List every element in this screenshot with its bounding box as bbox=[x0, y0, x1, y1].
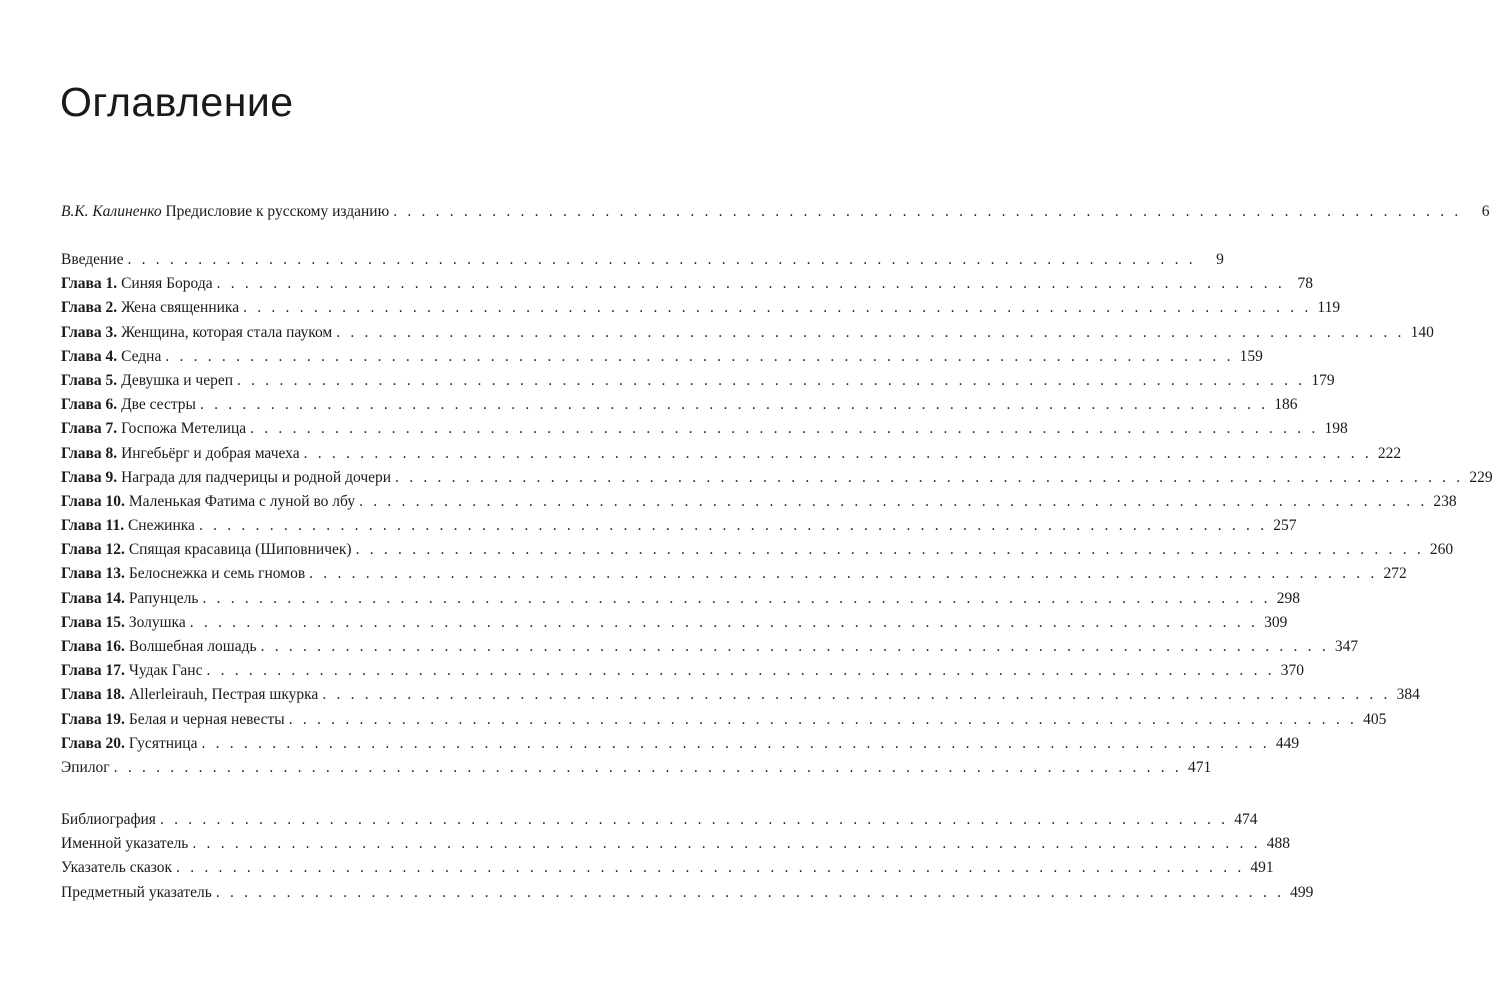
dot-leader: . . . . . . . . . . . . . . . . . . . . . . . . . . . . . . . . . . . . . . . . . . . . . . . . . . . . . . . . . . . . . . . . . . . . . . . . . . . . bbox=[198, 517, 1268, 535]
dot-leader: . . . . . . . . . . . . . . . . . . . . . . . . . . . . . . . . . . . . . . . . . . . . . . . . . . . . . . . . . . . . . . . . . . . . . . . . . . . . bbox=[336, 323, 1405, 341]
chapter-number: Глава 8. bbox=[61, 444, 118, 462]
entry-title-text: Волшебная лошадь bbox=[124, 638, 257, 655]
toc-entry[interactable] bbox=[61, 611, 1288, 635]
dot-leader: . . . . . . . . . . . . . . . . . . . . . . . . . . . . . . . . . . . . . . . . . . . . . . . . . . . . . . . . . . . . . . . . . . . . . . . . . . . . bbox=[359, 492, 1428, 510]
page-number: 260 bbox=[1429, 541, 1454, 559]
entry-title bbox=[61, 611, 186, 635]
entry-title bbox=[61, 659, 202, 683]
dot-leader: . . . . . . . . . . . . . . . . . . . . . . . . . . . . . . . . . . . . . . . . . . . . . . . . . . . . . . . . . . . . . . . . . . . . . . . . . . . . bbox=[192, 835, 1261, 853]
entry-title-text: Предисловие к русскому изданию bbox=[161, 203, 390, 220]
toc-entry[interactable] bbox=[61, 659, 1305, 683]
entry-title bbox=[61, 466, 391, 490]
dot-leader: . . . . . . . . . . . . . . . . . . . . . . . . . . . . . . . . . . . . . . . . . . . . . . . . . . . . . . . . . . . . . . . . . . . . . . . . . . . . bbox=[215, 883, 1285, 901]
chapter-number: Глава 7. bbox=[61, 420, 118, 438]
dot-leader: . . . . . . . . . . . . . . . . . . . . . . . . . . . . . . . . . . . . . . . . . . . . . . . . . . . . . . . . . . . . . . . . . . . . . . . . . . . . bbox=[159, 811, 1229, 828]
entry-title-text: Седна bbox=[117, 347, 162, 365]
entry-title-text: Ингебьёрг и добрая мачеха bbox=[117, 444, 300, 462]
entry-title-text: Маленькая Фатима с луной во лбу bbox=[124, 492, 356, 510]
page-number: 198 bbox=[1324, 420, 1348, 438]
entry-title-text: Указатель сказок bbox=[61, 859, 173, 877]
dot-leader: . . . . . . . . . . . . . . . . . . . . . . . . . . . . . . . . . . . . . . . . . . . . . . . . . . . . . . . . . . . . . . . . . . . . . . . . . . . . bbox=[243, 299, 1312, 317]
entry-title-text: Гусятница bbox=[124, 734, 198, 752]
chapter-number: Глава 10. bbox=[61, 492, 125, 510]
page-number: 471 bbox=[1188, 758, 1212, 776]
toc-entry[interactable] bbox=[61, 369, 1335, 393]
entry-title bbox=[61, 708, 285, 732]
entry-title bbox=[61, 321, 332, 345]
toc-entry[interactable] bbox=[61, 442, 1402, 466]
entry-title-text: Эпилог bbox=[61, 758, 110, 776]
page-title: Оглавление bbox=[60, 79, 294, 125]
entry-title-text: Белая и черная невесты bbox=[124, 710, 285, 728]
page-number: 449 bbox=[1275, 734, 1300, 752]
entry-title bbox=[61, 345, 161, 369]
entry-title bbox=[61, 200, 389, 224]
entry-title-text: Золушка bbox=[124, 613, 186, 631]
toc-entry[interactable] bbox=[61, 345, 1263, 369]
chapter-number: Глава 12. bbox=[61, 541, 125, 559]
dot-leader: . . . . . . . . . . . . . . . . . . . . . . . . . . . . . . . . . . . . . . . . . . . . . . . . . . . . . . . . . . . . . . . . . . . . . . . . . . . . bbox=[288, 710, 1358, 728]
toc-entry[interactable] bbox=[61, 635, 1359, 659]
entry-title bbox=[61, 881, 212, 905]
entry-title bbox=[61, 683, 318, 707]
toc-entry[interactable] bbox=[61, 466, 1493, 490]
entry-title-text: Рапунцель bbox=[124, 589, 199, 607]
toc-entry[interactable] bbox=[61, 272, 1313, 296]
page-number: 298 bbox=[1276, 589, 1301, 607]
entry-title bbox=[61, 442, 300, 466]
page-number: 159 bbox=[1239, 347, 1263, 365]
entry-title-text: Спящая красавица (Шиповничек) bbox=[124, 541, 352, 559]
page-number: 9 bbox=[1216, 251, 1224, 268]
chapter-number: Глава 4. bbox=[61, 347, 118, 365]
toc-entry[interactable] bbox=[61, 856, 1274, 880]
toc-back-matter-section bbox=[61, 808, 1314, 905]
entry-title bbox=[61, 417, 246, 441]
page-number: 6 bbox=[1481, 203, 1490, 220]
entry-title bbox=[61, 490, 355, 514]
chapter-number: Глава 5. bbox=[61, 371, 118, 389]
toc-entry[interactable] bbox=[61, 321, 1434, 345]
chapter-number: Глава 13. bbox=[61, 565, 125, 583]
page-number: 370 bbox=[1280, 662, 1305, 680]
dot-leader: . . . . . . . . . . . . . . . . . . . . . . . . . . . . . . . . . . . . . . . . . . . . . . . . . . . . . . . . . . . . . . . . . . . . . . . . . . . . bbox=[393, 203, 1462, 220]
page-number: 474 bbox=[1234, 811, 1258, 828]
toc-entry[interactable] bbox=[61, 881, 1314, 905]
chapter-number: Глава 3. bbox=[61, 323, 118, 341]
dot-leader: . . . . . . . . . . . . . . . . . . . . . . . . . . . . . . . . . . . . . . . . . . . . . . . . . . . . . . . . . . . . . . . . . . . . . . . . . . . . bbox=[202, 589, 1271, 607]
dot-leader: . . . . . . . . . . . . . . . . . . . . . . . . . . . . . . . . . . . . . . . . . . . . . . . . . . . . . . . . . . . . . . . . . . . . . . . . . . . . bbox=[189, 613, 1259, 631]
dot-leader: . . . . . . . . . . . . . . . . . . . . . . . . . . . . . . . . . . . . . . . . . . . . . . . . . . . . . . . . . . . . . . . . . . . . . . . . . . . . bbox=[113, 758, 1182, 776]
dot-leader: . . . . . . . . . . . . . . . . . . . . . . . . . . . . . . . . . . . . . . . . . . . . . . . . . . . . . . . . . . . . . . . . . . . . . . . . . . . . bbox=[199, 396, 1269, 414]
chapter-number: Глава 14. bbox=[61, 589, 125, 607]
entry-title bbox=[61, 587, 198, 611]
entry-title bbox=[61, 732, 197, 756]
dot-leader: . . . . . . . . . . . . . . . . . . . . . . . . . . . . . . . . . . . . . . . . . . . . . . . . . . . . . . . . . . . . . . . . . . . . . . . . . . . . bbox=[260, 638, 1329, 655]
entry-title bbox=[61, 832, 188, 856]
dot-leader: . . . . . . . . . . . . . . . . . . . . . . . . . . . . . . . . . . . . . . . . . . . . . . . . . . . . . . . . . . . . . . . . . . . . . . . . . . . . bbox=[355, 541, 1424, 559]
entry-title bbox=[61, 562, 305, 586]
entry-title-text: Белоснежка и семь гномов bbox=[124, 565, 306, 583]
entry-title-text: Госпожа Метелица bbox=[117, 420, 247, 438]
dot-leader: . . . . . . . . . . . . . . . . . . . . . . . . . . . . . . . . . . . . . . . . . . . . . . . . . . . . . . . . . . . . . . . . . . . . . . . . . . . . bbox=[165, 347, 1234, 365]
page-number: 488 bbox=[1266, 835, 1290, 853]
page-number: 272 bbox=[1383, 565, 1407, 583]
entry-title bbox=[61, 369, 233, 393]
page-number: 238 bbox=[1433, 492, 1457, 510]
dot-leader: . . . . . . . . . . . . . . . . . . . . . . . . . . . . . . . . . . . . . . . . . . . . . . . . . . . . . . . . . . . . . . . . . . . . . . . . . . . . bbox=[237, 371, 1306, 389]
toc-entry[interactable] bbox=[61, 514, 1297, 538]
chapter-number: Глава 20. bbox=[61, 734, 125, 752]
page-number: 222 bbox=[1377, 444, 1402, 462]
entry-title-text: Девушка и череп bbox=[117, 371, 233, 389]
dot-leader: . . . . . . . . . . . . . . . . . . . . . . . . . . . . . . . . . . . . . . . . . . . . . . . . . . . . . . . . . . . . . . . . . . . . . . . . . . . . bbox=[201, 734, 1270, 752]
entry-author: В.К. Калиненко bbox=[61, 203, 162, 220]
toc-entry[interactable] bbox=[61, 200, 1490, 224]
entry-title-text: Предметный указатель bbox=[61, 883, 212, 901]
toc-entry[interactable] bbox=[61, 587, 1301, 611]
entry-title bbox=[61, 514, 195, 538]
entry-title bbox=[61, 538, 352, 562]
chapter-number: Глава 16. bbox=[61, 638, 125, 655]
dot-leader: . . . . . . . . . . . . . . . . . . . . . . . . . . . . . . . . . . . . . . . . . . . . . . . . . . . . . . . . . . . . . . . . . . . . . . . . . . . . bbox=[216, 275, 1285, 293]
toc-entry[interactable] bbox=[61, 248, 1224, 272]
dot-leader: . . . . . . . . . . . . . . . . . . . . . . . . . . . . . . . . . . . . . . . . . . . . . . . . . . . . . . . . . . . . . . . . . . . . . . . . . . . . bbox=[309, 565, 1378, 583]
chapter-number: Глава 6. bbox=[61, 396, 118, 414]
toc-entry[interactable] bbox=[61, 732, 1300, 756]
toc-entry[interactable] bbox=[61, 538, 1454, 562]
page-number: 140 bbox=[1410, 323, 1434, 341]
page-number: 119 bbox=[1317, 299, 1341, 317]
toc-entry[interactable] bbox=[61, 562, 1407, 586]
chapter-number: Глава 15. bbox=[61, 613, 125, 631]
chapter-number: Глава 2. bbox=[61, 299, 118, 317]
toc-entry[interactable] bbox=[61, 832, 1290, 856]
entry-title-text: Снежинка bbox=[124, 517, 195, 535]
toc-entry[interactable] bbox=[61, 393, 1298, 417]
page-number: 347 bbox=[1334, 638, 1359, 655]
page-number: 384 bbox=[1396, 686, 1420, 704]
page-number: 179 bbox=[1311, 371, 1335, 389]
page-number: 499 bbox=[1290, 883, 1314, 901]
entry-title-text: Чудак Ганс bbox=[124, 662, 203, 680]
entry-title bbox=[61, 856, 172, 880]
page-number: 257 bbox=[1273, 517, 1297, 535]
toc-entry[interactable] bbox=[61, 808, 1258, 832]
chapter-number: Глава 18. bbox=[61, 686, 125, 704]
entry-title bbox=[61, 635, 257, 659]
chapter-number: Глава 19. bbox=[61, 710, 125, 728]
chapter-number: Глава 9. bbox=[61, 468, 118, 486]
entry-title-text: Библиография bbox=[61, 811, 156, 828]
chapter-number: Глава 1. bbox=[61, 275, 118, 293]
page-number: 186 bbox=[1274, 396, 1298, 414]
page-number: 78 bbox=[1297, 275, 1313, 293]
toc-entry[interactable] bbox=[61, 417, 1348, 441]
toc-entry[interactable] bbox=[61, 296, 1341, 320]
dot-leader: . . . . . . . . . . . . . . . . . . . . . . . . . . . . . . . . . . . . . . . . . . . . . . . . . . . . . . . . . . . . . . . . . . . . . . . . . . . . bbox=[176, 859, 1245, 877]
entry-title bbox=[61, 248, 123, 272]
page-number: 491 bbox=[1250, 859, 1274, 877]
chapter-number: Глава 11. bbox=[61, 517, 125, 535]
entry-title-text: Награда для падчерицы и родной дочери bbox=[117, 468, 392, 486]
entry-title bbox=[61, 756, 110, 780]
toc-preface-section bbox=[61, 200, 1490, 224]
dot-leader: . . . . . . . . . . . . . . . . . . . . . . . . . . . . . . . . . . . . . . . . . . . . . . . . . . . . . . . . . . . . . . . . . . . . . . . . . . . . bbox=[395, 468, 1464, 486]
dot-leader: . . . . . . . . . . . . . . . . . . . . . . . . . . . . . . . . . . . . . . . . . . . . . . . . . . . . . . . . . . . . . . . . . . . . . . . . . . . . bbox=[322, 686, 1391, 704]
page-number: 309 bbox=[1264, 613, 1288, 631]
entry-title-text: Две сестры bbox=[117, 396, 196, 414]
page-number: 229 bbox=[1469, 468, 1493, 486]
entry-title bbox=[61, 272, 213, 296]
entry-title bbox=[61, 393, 196, 417]
entry-title-text: Синяя Борода bbox=[117, 275, 213, 293]
dot-leader: . . . . . . . . . . . . . . . . . . . . . . . . . . . . . . . . . . . . . . . . . . . . . . . . . . . . . . . . . . . . . . . . . . . . . . . . . . . . bbox=[303, 444, 1372, 462]
entry-title-text: Именной указатель bbox=[61, 835, 189, 853]
toc-entry[interactable] bbox=[61, 708, 1387, 732]
toc-main-section bbox=[61, 248, 1493, 780]
entry-title-text: Жена священника bbox=[117, 299, 240, 317]
entry-title bbox=[61, 296, 239, 320]
entry-title-text: Женщина, которая стала пауком bbox=[117, 323, 333, 341]
page-number: 405 bbox=[1363, 710, 1387, 728]
dot-leader: . . . . . . . . . . . . . . . . . . . . . . . . . . . . . . . . . . . . . . . . . . . . . . . . . . . . . . . . . . . . . . . . . . . . . . . . . . . . bbox=[250, 420, 1319, 438]
dot-leader: . . . . . . . . . . . . . . . . . . . . . . . . . . . . . . . . . . . . . . . . . . . . . . . . . . . . . . . . . . . . . . . . . . . . . . . . . . . . bbox=[127, 251, 1196, 268]
toc-entry[interactable] bbox=[61, 490, 1457, 514]
toc-entry[interactable] bbox=[61, 756, 1212, 780]
entry-title-text: Введение bbox=[61, 251, 124, 268]
entry-title bbox=[61, 808, 156, 832]
chapter-number: Глава 17. bbox=[61, 662, 125, 680]
dot-leader: . . . . . . . . . . . . . . . . . . . . . . . . . . . . . . . . . . . . . . . . . . . . . . . . . . . . . . . . . . . . . . . . . . . . . . . . . . . . bbox=[206, 662, 1275, 680]
entry-title-text: Allerleirauh, Пестрая шкурка bbox=[124, 686, 319, 704]
toc-entry[interactable] bbox=[61, 683, 1420, 707]
